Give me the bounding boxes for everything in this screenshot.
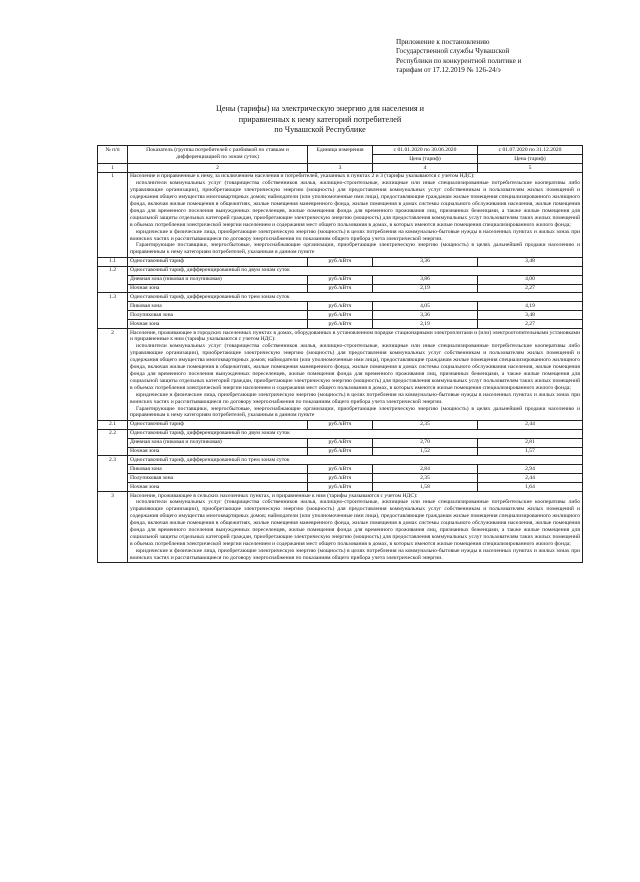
row-label: Полупиковая зона bbox=[128, 311, 308, 320]
header-unit: Единица измерения bbox=[308, 146, 373, 164]
row-label: Пиковая зона bbox=[128, 302, 308, 311]
row-unit: руб./кВтч bbox=[308, 320, 373, 329]
row-unit: руб./кВтч bbox=[308, 311, 373, 320]
row-label: Ночная зона bbox=[128, 320, 308, 329]
row-unit: руб./кВтч bbox=[308, 474, 373, 483]
row-value-2: 2,81 bbox=[478, 438, 583, 447]
header-period-2: с 01.07.2020 по 31.12.2020 bbox=[478, 146, 583, 155]
row-unit: руб./кВтч bbox=[308, 483, 373, 492]
section-row bbox=[98, 329, 583, 421]
tariff-row bbox=[98, 266, 583, 275]
row-num: 1.1 bbox=[98, 257, 128, 266]
section-paragraph: Гарантирующие поставщики, энергосбытовые, энергоснабжающие организации, приобретающие электрическую энергию (мощность) в целях дальнейшей продажи населению и приравненным к нему категориям потребителей, указанным в данном пункте bbox=[130, 242, 580, 256]
row-unit: руб./кВтч bbox=[308, 257, 373, 266]
row-value-1: 1,58 bbox=[373, 483, 478, 492]
document-title bbox=[120, 104, 520, 136]
tariff-row bbox=[98, 275, 583, 284]
row-label: Ночная зона bbox=[128, 483, 308, 492]
row-value-2: 1,64 bbox=[478, 483, 583, 492]
row-label: Ночная зона bbox=[128, 284, 308, 293]
annex-line: тарифам от 17.12.2019 № 126-24/э bbox=[396, 66, 501, 75]
tariff-row bbox=[98, 456, 583, 465]
header-indicator: Показатель (группы потребителей с разбивкой по ставкам и дифференциацией по зонам суток) bbox=[128, 146, 308, 164]
tariff-row bbox=[98, 483, 583, 492]
row-value-1: 1,52 bbox=[373, 447, 478, 456]
row-value-2: 1,57 bbox=[478, 447, 583, 456]
section-title: Население и приравненные к нему, за исключением населения и потребителей, указанных в пунктах 2 и 3 (тарифы указываются с учетом НДС): bbox=[130, 173, 475, 180]
row-num: 2.2 bbox=[98, 429, 128, 456]
row-value-2: 4,00 bbox=[478, 275, 583, 284]
header-row bbox=[98, 146, 583, 155]
section-description bbox=[128, 492, 583, 563]
row-value-1: 2,84 bbox=[373, 465, 478, 474]
section-title: Население, проживающее в городских населенных пунктах в домах, оборудованных в установленном порядке стационарными электроплитами и (или) электроотопительными установками и приравненные к ним (тарифы указываются с учетом НДС): bbox=[130, 329, 580, 343]
header-num: № п/п bbox=[98, 146, 128, 164]
row-num: 2.1 bbox=[98, 420, 128, 429]
tariff-row bbox=[98, 438, 583, 447]
column-number: 4 bbox=[373, 164, 478, 173]
row-value-2: 2,44 bbox=[478, 474, 583, 483]
annex-line: Государственной службы Чувашской bbox=[396, 47, 510, 56]
row-label: Дневная зона (пиковая и полупиковая) bbox=[128, 438, 308, 447]
section-paragraph: исполнители коммунальных услуг (товарищества собственников жилья, жилищно-строительные, жилищные или иные специализированные потребительские кооперативы либо управляющие организации), приобретающие электрическую энергию (мощность) для предоставления коммунальных услуг собственникам и пользователям жилых помещений и содержания общего имущества многоквартирных домов; наймодатели (или уполномоченные ими лица), предоставляющие гражданам жилые помещения специализированного жилищного фонда, включая жилые помещения в общежитиях, жилые помещения маневренного фонда, жилые помещения в домах системы социального обслуживания населения, жилые помещения фонда для временного поселения вынужденных переселенцев, жилые помещения фонда для временного проживания лиц, признанных беженцами, а также жилые помещения для социальной защиты отдельных категорий граждан, приобретающие электрическую энергию (мощность) для предоставления коммунальных услуг пользователям таких жилых помещений в объемах потребления электрической энергии населением и содержания мест общего пользования в домах, в которых имеются жилые помещения специализированного жилого фонда; bbox=[130, 343, 580, 391]
section-title: Население, проживающее в сельских населенных пунктах, и приравненные к ним (тарифы указываются с учетом НДС): bbox=[130, 492, 418, 499]
tariff-row bbox=[98, 257, 583, 266]
section-row bbox=[98, 172, 583, 257]
annex-block bbox=[396, 38, 584, 76]
row-value-1: 4,05 bbox=[373, 302, 478, 311]
row-label: Одноставочный тариф, дифференцированный по двум зонам суток bbox=[128, 266, 583, 275]
tariff-row bbox=[98, 284, 583, 293]
row-label: Полупиковая зона bbox=[128, 474, 308, 483]
tariff-row bbox=[98, 420, 583, 429]
row-label: Одноставочный тариф, дифференцированный по трем зонам суток bbox=[128, 456, 583, 465]
section-num: 2 bbox=[98, 329, 128, 421]
row-unit: руб./кВтч bbox=[308, 284, 373, 293]
row-unit: руб./кВтч bbox=[308, 302, 373, 311]
row-value-2: 3,48 bbox=[478, 257, 583, 266]
row-label: Одноставочный тариф bbox=[128, 257, 308, 266]
row-value-1: 2,19 bbox=[373, 284, 478, 293]
title-line: по Чувашской Республике bbox=[274, 125, 366, 135]
tariff-row bbox=[98, 311, 583, 320]
section-row bbox=[98, 492, 583, 563]
row-num: 1.3 bbox=[98, 293, 128, 329]
annex-line: Приложение к постановлению bbox=[396, 38, 490, 46]
row-value-2: 2,27 bbox=[478, 284, 583, 293]
section-description bbox=[128, 329, 583, 421]
row-value-1: 2,35 bbox=[373, 474, 478, 483]
tariff-row bbox=[98, 447, 583, 456]
title-line: Цены (тарифы) на электрическую энергию для населения и bbox=[215, 104, 425, 113]
tariff-row bbox=[98, 429, 583, 438]
section-paragraph: исполнители коммунальных услуг (товарищества собственников жилья, жилищно-строительные, жилищные или иные специализированные потребительские кооперативы либо управляющие организации), приобретающие электрическую энергию (мощность) для предоставления коммунальных услуг собственникам и пользователям жилых помещений и содержания общего имущества многоквартирных домов; наймодатели (или уполномоченные ими лица), предоставляющие гражданам жилые помещения специализированного жилищного фонда, включая жилые помещения в общежитиях, жилые помещения маневренного фонда, жилые помещения в домах системы социального обслуживания населения, жилые помещения фонда для временного поселения вынужденных переселенцев, жилые помещения фонда для временного проживания лиц, признанных беженцами, а также жилые помещения для социальной защиты отдельных категорий граждан, приобретающие электрическую энергию (мощность) для предоставления коммунальных услуг пользователям таких жилых помещений в объемах потребления электрической энергии населением и содержания мест общего пользования в домах, в которых имеются жилые помещения специализированного жилого фонда; bbox=[130, 180, 580, 228]
row-value-2: 3,48 bbox=[478, 311, 583, 320]
column-number: 5 bbox=[478, 164, 583, 173]
row-value-1: 3,36 bbox=[373, 257, 478, 266]
column-number: 3 bbox=[308, 164, 373, 173]
row-unit: руб./кВтч bbox=[308, 420, 373, 429]
row-label: Одноставочный тариф, дифференцированный по двум зонам суток bbox=[128, 429, 583, 438]
row-value-1: 2,35 bbox=[373, 420, 478, 429]
header-price-2: Цена (тариф) bbox=[478, 155, 583, 164]
row-unit: руб./кВтч bbox=[308, 465, 373, 474]
column-number-row bbox=[98, 164, 583, 173]
row-unit: руб./кВтч bbox=[308, 438, 373, 447]
row-label: Одноставочный тариф bbox=[128, 420, 308, 429]
section-num: 3 bbox=[98, 492, 128, 563]
section-paragraph: юридические и физические лица, приобретающие электрическую энергию (мощность) в целях потребления на коммунально-бытовые нужды в населенных пунктах и жилых зонах при воинских частях и рассчитывающиеся по договору энергоснабжения по показаниям общего прибора учета электрической энергии. bbox=[130, 391, 580, 405]
header-price-1: Цена (тариф) bbox=[373, 155, 478, 164]
row-value-2: 2,44 bbox=[478, 420, 583, 429]
row-label: Дневная зона (пиковая и полупиковая) bbox=[128, 275, 308, 284]
row-value-1: 2,70 bbox=[373, 438, 478, 447]
row-value-1: 3,86 bbox=[373, 275, 478, 284]
section-num: 1 bbox=[98, 172, 128, 257]
row-num: 2.3 bbox=[98, 456, 128, 492]
section-description bbox=[128, 172, 583, 257]
annex-line: Республики по конкурентной политике и bbox=[396, 56, 522, 65]
row-unit: руб./кВтч bbox=[308, 447, 373, 456]
tariff-row bbox=[98, 465, 583, 474]
row-unit: руб./кВтч bbox=[308, 275, 373, 284]
row-label: Пиковая зона bbox=[128, 465, 308, 474]
row-value-1: 3,36 bbox=[373, 311, 478, 320]
header-period-1: с 01.01.2020 по 30.06.2020 bbox=[373, 146, 478, 155]
tariff-row bbox=[98, 474, 583, 483]
row-value-2: 2,94 bbox=[478, 465, 583, 474]
row-value-2: 2,27 bbox=[478, 320, 583, 329]
section-paragraph: Гарантирующие поставщики, энергосбытовые, энергоснабжающие организации, приобретающие электрическую энергию (мощность) в целях дальнейшей продажи населению и приравненным к нему категориям потребителей, указанным в данном пункте bbox=[130, 405, 580, 419]
row-value-1: 2,19 bbox=[373, 320, 478, 329]
row-value-2: 4,19 bbox=[478, 302, 583, 311]
tariff-row bbox=[98, 320, 583, 329]
title-line: приравненных к нему категорий потребителей bbox=[238, 114, 402, 124]
tariff-row bbox=[98, 293, 583, 302]
row-label: Ночная зона bbox=[128, 447, 308, 456]
row-label: Одноставочный тариф, дифференцированный по трем зонам суток bbox=[128, 293, 583, 302]
tariff-row bbox=[98, 302, 583, 311]
column-number: 2 bbox=[128, 164, 308, 173]
column-number: 1 bbox=[98, 164, 128, 173]
section-paragraph: юридические и физические лица, приобретающие электрическую энергию (мощность) в целях потребления на коммунально-бытовые нужды в населенных пунктах и жилых зонах при воинских частях и рассчитывающиеся по договору энергоснабжения по показаниям общего прибора учета электрической энергии. bbox=[130, 547, 580, 561]
section-paragraph: исполнители коммунальных услуг (товарищества собственников жилья, жилищно-строительные, жилищные или иные специализированные потребительские кооперативы либо управляющие организации), приобретающие электрическую энергию (мощность) для предоставления коммунальных услуг собственникам и пользователям жилых помещений и содержания общего имущества многоквартирных домов; наймодатели (или уполномоченные ими лица), предоставляющие гражданам жилые помещения специализированного жилищного фонда, включая жилые помещения в общежитиях, жилые помещения маневренного фонда, жилые помещения в домах системы социального обслуживания населения, жилые помещения фонда для временного поселения вынужденных переселенцев, жилые помещения фонда для временного проживания лиц, признанных беженцами, а также жилые помещения для социальной защиты отдельных категорий граждан, приобретающие электрическую энергию (мощность) для предоставления коммунальных услуг пользователям таких жилых помещений в объемах потребления электрической энергии населением и содержания мест общего пользования в домах, в которых имеются жилые помещения специализированного жилого фонда; bbox=[130, 499, 580, 547]
tariff-table bbox=[97, 145, 583, 563]
section-paragraph: юридические и физические лица, приобретающие электрическую энергию (мощность) в целях потребления на коммунально-бытовые нужды в населенных пунктах и жилых зонах при воинских частях и рассчитывающиеся по договору энергоснабжения по показаниям общего прибора учета электрической энергии. bbox=[130, 228, 580, 242]
row-num: 1.2 bbox=[98, 266, 128, 293]
